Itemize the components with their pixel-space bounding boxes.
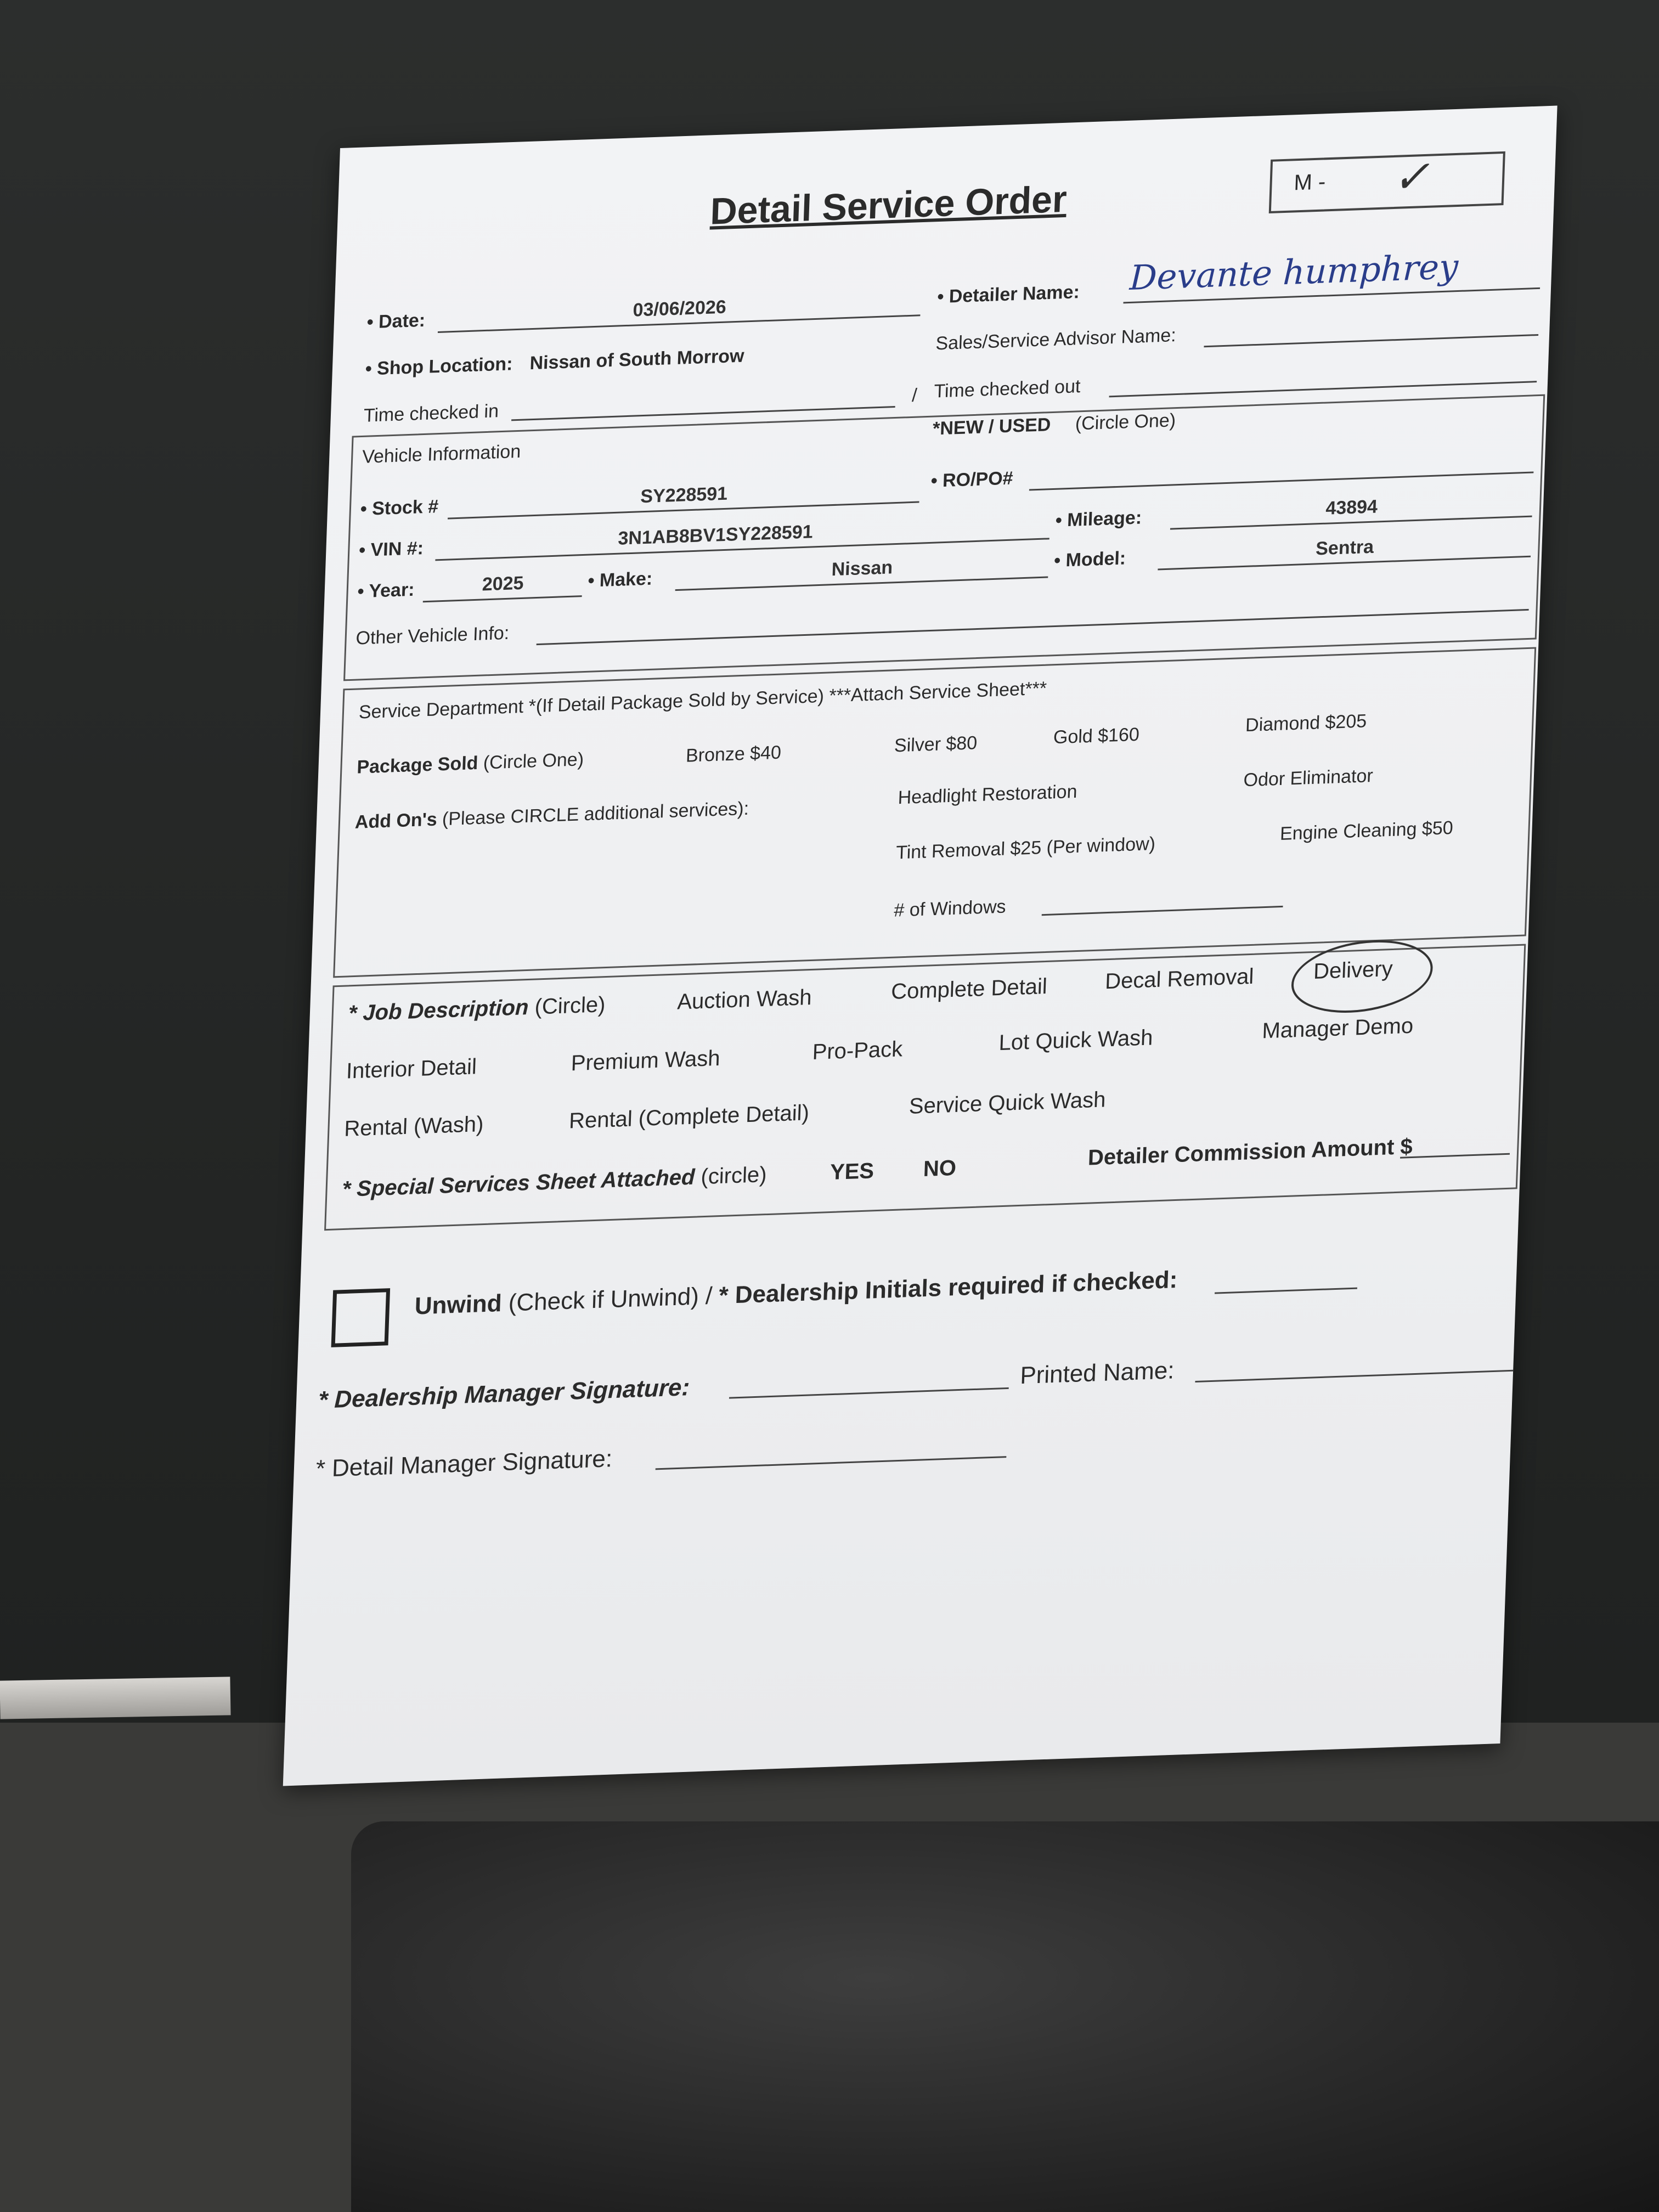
date-field[interactable]: 03/06/2026 [632,296,727,321]
addon-engine-cleaning[interactable]: Engine Cleaning $50 [1279,817,1454,845]
m-box-label: M - [1293,170,1327,195]
special-services-label: * Special Services Sheet Attached (circle) [341,1162,768,1202]
detail-manager-signature-label: * Detail Manager Signature: [315,1445,613,1483]
make-field[interactable]: Nissan [831,557,893,580]
make-label: • Make: [587,568,653,591]
desk-edge [0,1677,231,1719]
job-premium-wash[interactable]: Premium Wash [571,1046,721,1076]
job-complete-detail[interactable]: Complete Detail [890,974,1048,1004]
mileage-label: • Mileage: [1055,507,1142,531]
service-order-sheet [283,106,1558,1786]
jeans-background [351,1821,1659,2212]
job-decal-removal[interactable]: Decal Removal [1104,964,1255,994]
shop-location-value: Nissan of South Morrow [529,345,745,374]
checkmark-icon: ✓ [1391,150,1431,204]
shop-label: • Shop Location: [365,353,514,380]
package-bronze[interactable]: Bronze $40 [685,742,782,766]
package-silver[interactable]: Silver $80 [894,732,978,757]
special-no[interactable]: NO [923,1155,957,1182]
vehicle-info-label: Vehicle Information [362,441,521,467]
job-description-label: * Job Description (Circle) [348,992,606,1026]
addon-odor[interactable]: Odor Eliminator [1243,765,1374,791]
stock-label: • Stock # [360,496,439,520]
addons-label: Add On's (Please CIRCLE additional services): [354,798,749,833]
job-manager-demo[interactable]: Manager Demo [1261,1013,1414,1043]
detail-manager-signature-field[interactable] [656,1456,1007,1470]
unwind-initials-field[interactable] [1215,1288,1357,1294]
commission-label: Detailer Commission Amount $ [1087,1134,1413,1170]
advisor-label: Sales/Service Advisor Name: [935,324,1177,354]
year-field[interactable]: 2025 [482,572,524,595]
job-interior-detail[interactable]: Interior Detail [346,1054,477,1084]
new-used-label: *NEW / USED [932,414,1052,439]
mileage-field[interactable]: 43894 [1325,496,1378,519]
unwind-checkbox[interactable] [331,1288,391,1347]
dealership-manager-signature-label: * Dealership Manager Signature: [318,1374,690,1414]
new-used-hint: (Circle One) [1075,410,1176,435]
package-sold-label: Package Sold (Circle One) [356,749,584,778]
stock-field[interactable]: SY228591 [640,483,728,507]
unwind-text: Unwind (Check if Unwind) / * Dealership Initials required if checked: [414,1266,1178,1320]
package-gold[interactable]: Gold $160 [1053,724,1140,748]
other-info-label: Other Vehicle Info: [356,622,510,649]
form-title: Detail Service Order [709,178,1068,233]
m-box [1269,151,1505,213]
advisor-field[interactable] [1204,334,1538,347]
job-delivery[interactable]: Delivery [1313,956,1393,984]
vin-label: • VIN #: [358,538,424,561]
time-out-field[interactable] [1109,381,1537,397]
ro-label: • RO/PO# [930,467,1014,492]
job-rental-complete[interactable]: Rental (Complete Detail) [568,1101,810,1133]
job-rental-wash[interactable]: Rental (Wash) [343,1111,484,1141]
time-out-label: Time checked out [933,376,1081,402]
time-slash: / [911,385,918,406]
job-auction-wash[interactable]: Auction Wash [676,985,812,1014]
dealership-manager-signature-field[interactable] [729,1387,1009,1399]
year-label: • Year: [357,579,415,602]
job-service-quick-wash[interactable]: Service Quick Wash [909,1087,1107,1119]
package-diamond[interactable]: Diamond $205 [1245,710,1367,736]
job-lot-quick-wash[interactable]: Lot Quick Wash [998,1025,1154,1056]
time-in-label: Time checked in [363,400,499,426]
windows-label: # of Windows [893,896,1007,921]
job-pro-pack[interactable]: Pro-Pack [812,1037,903,1065]
model-label: • Model: [1053,548,1126,572]
service-header: Service Department *(If Detail Package Sold by Service) ***Attach Service Sheet*** [358,678,1047,723]
addon-headlight[interactable]: Headlight Restoration [898,781,1078,809]
detailer-name-field[interactable]: Devante humphrey [1128,246,1459,298]
date-label: • Date: [366,309,426,333]
addon-tint-removal[interactable]: Tint Removal $25 (Per window) [895,833,1156,864]
detailer-label: • Detailer Name: [936,281,1080,308]
model-field[interactable]: Sentra [1315,536,1374,560]
special-yes[interactable]: YES [830,1159,874,1185]
vin-field[interactable]: 3N1AB8BV1SY228591 [617,521,814,549]
printed-name-field[interactable] [1195,1370,1513,1383]
printed-name-label: Printed Name: [1019,1357,1175,1390]
